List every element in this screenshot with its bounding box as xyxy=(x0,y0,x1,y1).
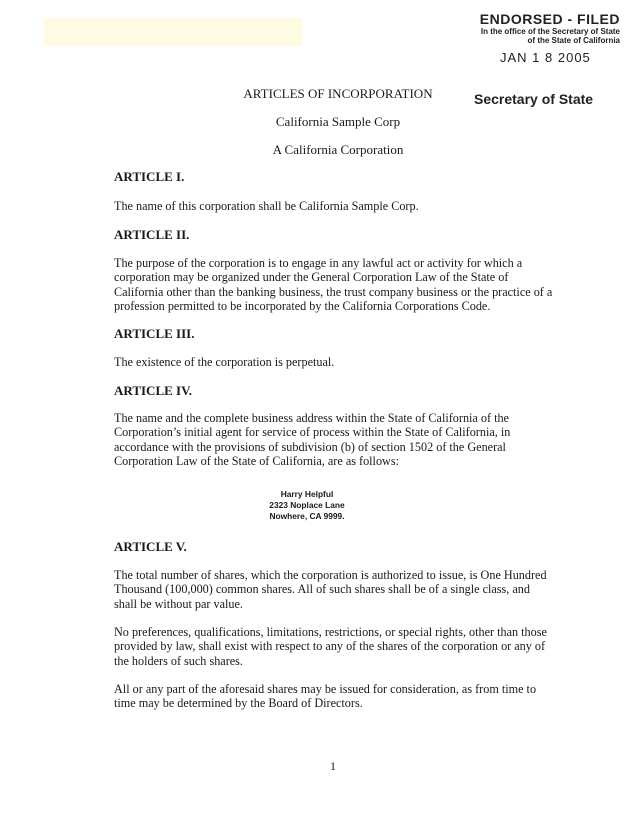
text-line: All or any part of the aforesaid shares may be issued for consideration, as from time to xyxy=(114,682,537,696)
document-title: ARTICLES OF INCORPORATION xyxy=(243,86,433,101)
agent-name: Harry Helpful xyxy=(280,489,334,499)
text-line: Corporation Law of the State of California, are as follows: xyxy=(114,454,399,469)
text-line: time may be determined by the Board of Directors. xyxy=(114,696,363,711)
highlight-mark xyxy=(44,18,302,46)
text-line: provided by law, shall exist with respect to any of the shares of the corporation or any of xyxy=(114,639,546,654)
text-line: corporation may be organized under the General Corporation Law of the State of xyxy=(114,270,509,285)
text-line: The existence of the corporation is perpetual. xyxy=(114,355,335,369)
text-line: profession permitted to be incorporated by the California Corporations Code. xyxy=(114,299,491,314)
agent-city: Nowhere, CA 9999. xyxy=(269,511,345,521)
filing-stamp xyxy=(458,12,620,45)
company-type: A California Corporation xyxy=(272,142,404,157)
text-line: The name of this corporation shall be California Sample Corp. xyxy=(114,199,419,213)
article-5-paragraph-1 xyxy=(114,568,564,611)
article-1-heading: ARTICLE I. xyxy=(114,169,185,184)
stamp-state-line: of the State of California xyxy=(527,36,620,45)
text-line: accordance with the provisions of subdivision (b) of section 1502 of the General xyxy=(114,439,506,454)
page-number: 1 xyxy=(330,759,336,773)
text-line: the holders of such shares. xyxy=(114,653,243,668)
text-line: The total number of shares, which the corporation is authorized to issue, is One Hundred xyxy=(114,568,547,582)
text-line: Corporation’s initial agent for service of process within the State of California, in xyxy=(114,425,511,440)
stamp-date: JAN 1 8 2005 xyxy=(500,50,591,65)
stamp-title: ENDORSED - FILED xyxy=(479,11,620,27)
article-5-paragraph-3 xyxy=(114,682,564,711)
article-3-heading: ARTICLE III. xyxy=(114,326,195,341)
company-name: California Sample Corp xyxy=(275,114,401,129)
text-line: The purpose of the corporation is to engage in any lawful act or activity for which a xyxy=(114,256,523,270)
stamp-office-line: In the office of the Secretary of State xyxy=(480,27,620,36)
article-2-heading: ARTICLE II. xyxy=(114,227,190,242)
text-line: California other than the banking business, the trust company business or the practice of a xyxy=(114,284,553,299)
article-3-paragraph xyxy=(114,355,564,369)
stamp-secretary-of-state: Secretary of State xyxy=(474,91,594,107)
article-4-paragraph xyxy=(114,411,564,469)
article-1-paragraph xyxy=(114,199,564,213)
text-line: The name and the complete business address within the State of California of the xyxy=(114,411,509,425)
agent-street: 2323 Noplace Lane xyxy=(269,500,345,510)
article-2-paragraph xyxy=(114,256,564,314)
article-5-paragraph-2 xyxy=(114,625,564,668)
text-line: shall be without par value. xyxy=(114,596,243,611)
article-4-heading: ARTICLE IV. xyxy=(114,383,193,398)
text-line: Thousand (100,000) common shares. All of such shares shall be of a single class, and xyxy=(114,582,530,597)
article-5-heading: ARTICLE V. xyxy=(114,539,187,554)
agent-address xyxy=(250,489,364,522)
text-line: No preferences, qualifications, limitations, restrictions, or special rights, other than those xyxy=(114,625,547,639)
